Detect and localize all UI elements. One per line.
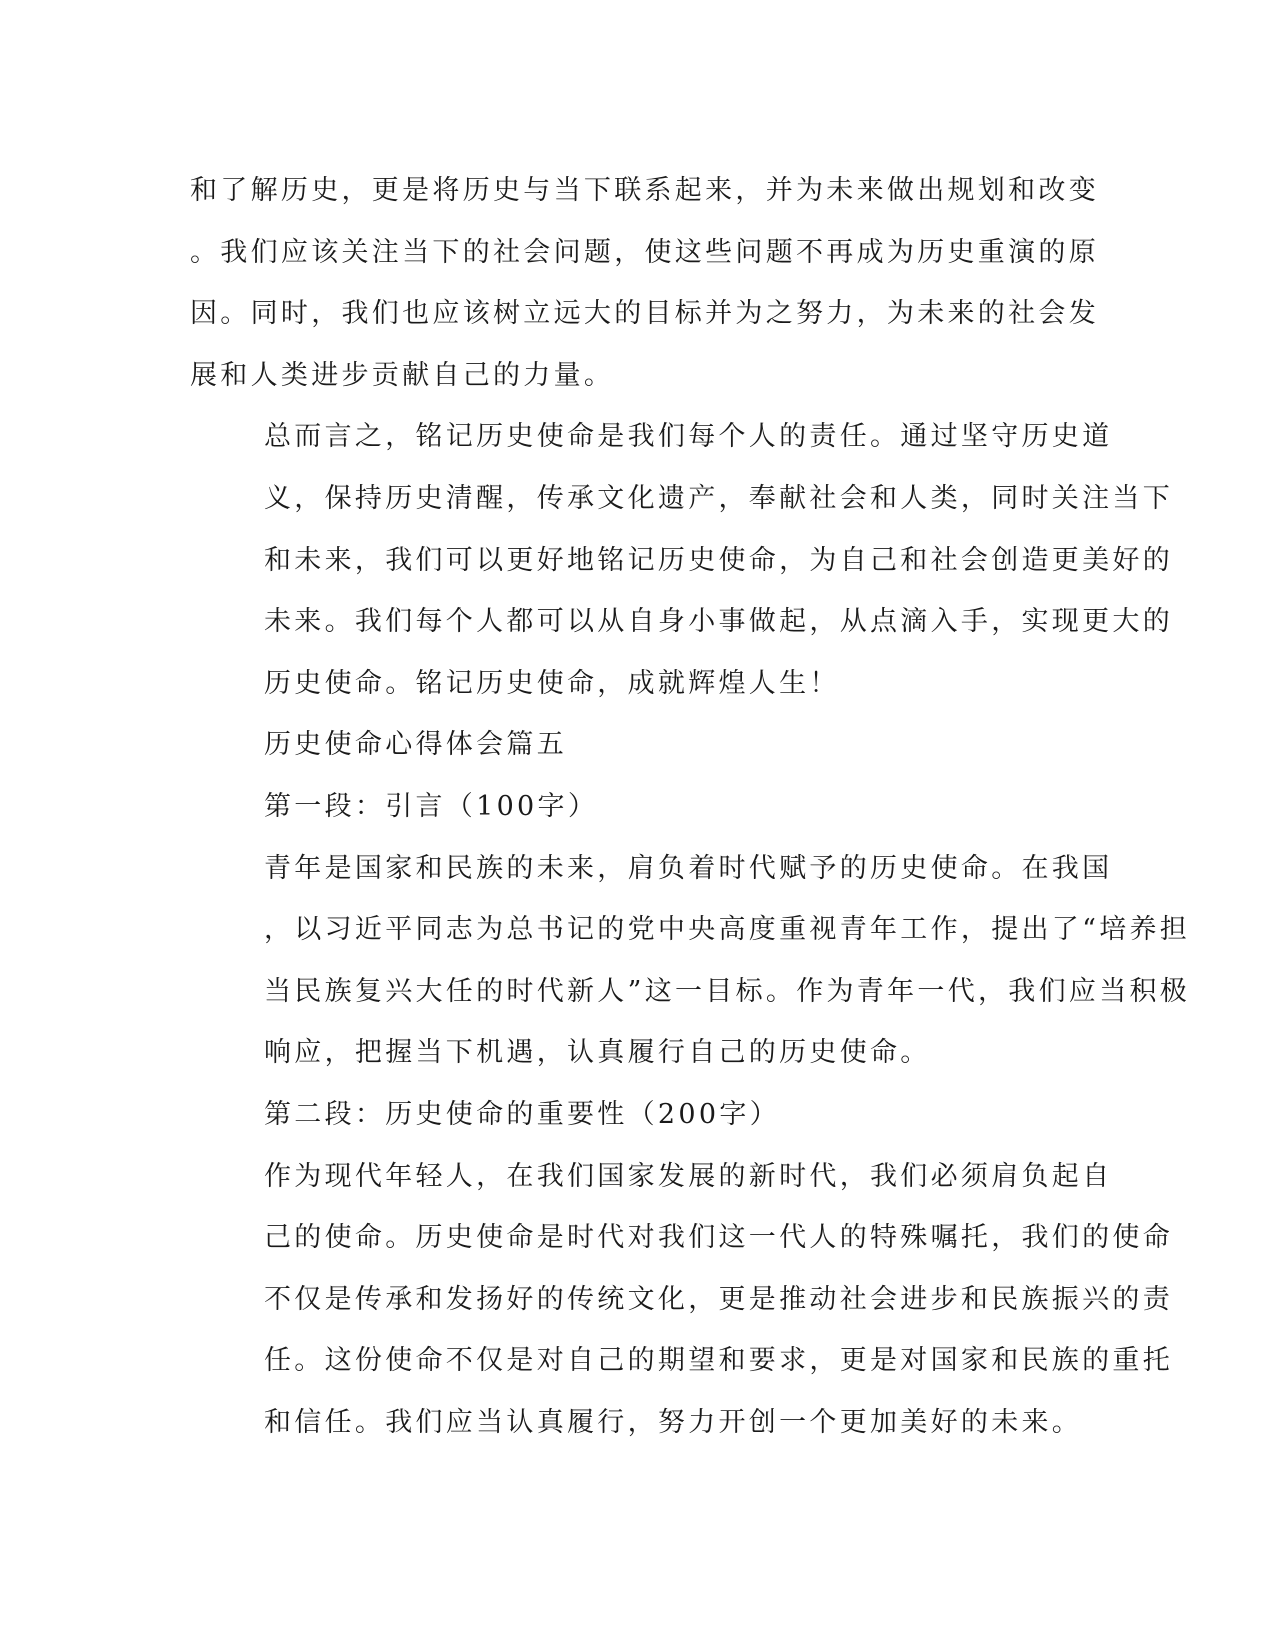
section-heading-2 bbox=[190, 1084, 1080, 1146]
paragraph-conclusion bbox=[190, 406, 1173, 714]
text-line: 展和人类进步贡献自己的力量。 bbox=[190, 359, 615, 391]
section-heading-1 bbox=[190, 776, 1080, 838]
text-line: 未来。我们每个人都可以从自身小事做起，从点滴入手，实现更大的 bbox=[264, 606, 1173, 638]
text-line: 己的使命。历史使命是时代对我们这一代人的特殊嘱托，我们的使命 bbox=[264, 1222, 1173, 1254]
paragraph-continued bbox=[190, 160, 1099, 406]
text-line: 青年是国家和民族的未来，肩负着时代赋予的历史使命。在我国 bbox=[264, 852, 1113, 884]
text-line: ，以习近平同志为总书记的党中央高度重视青年工作，提出了“培养担 bbox=[264, 914, 1191, 946]
text-line: 历史使命。铭记历史使命，成就辉煌人生！ bbox=[264, 667, 840, 699]
text-line: 历史使命心得体会篇五 bbox=[264, 729, 567, 761]
text-line: 和未来，我们可以更好地铭记历史使命，为自己和社会创造更美好的 bbox=[264, 544, 1173, 576]
text-line: 和信任。我们应当认真履行，努力开创一个更加美好的未来。 bbox=[264, 1406, 1083, 1438]
text-line: 第二段：历史使命的重要性（200字） bbox=[264, 1098, 780, 1130]
document-body bbox=[190, 160, 1191, 1453]
text-line: 不仅是传承和发扬好的传统文化，更是推动社会进步和民族振兴的责 bbox=[264, 1283, 1173, 1315]
section-title bbox=[190, 714, 1080, 776]
text-line: 总而言之，铭记历史使命是我们每个人的责任。通过坚守历史道 bbox=[264, 421, 1113, 453]
text-line: 第一段：引言（100字） bbox=[264, 790, 599, 822]
text-line: 。我们应该关注当下的社会问题，使这些问题不再成为历史重演的原 bbox=[190, 236, 1099, 268]
text-line: 任。这份使命不仅是对自己的期望和要求，更是对国家和民族的重托 bbox=[264, 1345, 1173, 1377]
text-line: 义，保持历史清醒，传承文化遗产，奉献社会和人类，同时关注当下 bbox=[264, 482, 1173, 514]
text-line: 响应，把握当下机遇，认真履行自己的历史使命。 bbox=[264, 1037, 931, 1069]
text-line: 和了解历史，更是将历史与当下联系起来，并为未来做出规划和改变 bbox=[190, 175, 1099, 206]
paragraph-importance bbox=[190, 1146, 1173, 1454]
paragraph-introduction bbox=[190, 838, 1191, 1084]
text-line: 作为现代年轻人，在我们国家发展的新时代，我们必须肩负起自 bbox=[264, 1160, 1113, 1192]
text-line: 当民族复兴大任的时代新人”这一目标。作为青年一代，我们应当积极 bbox=[264, 975, 1191, 1007]
text-line: 因。同时，我们也应该树立远大的目标并为之努力，为未来的社会发 bbox=[190, 298, 1099, 330]
